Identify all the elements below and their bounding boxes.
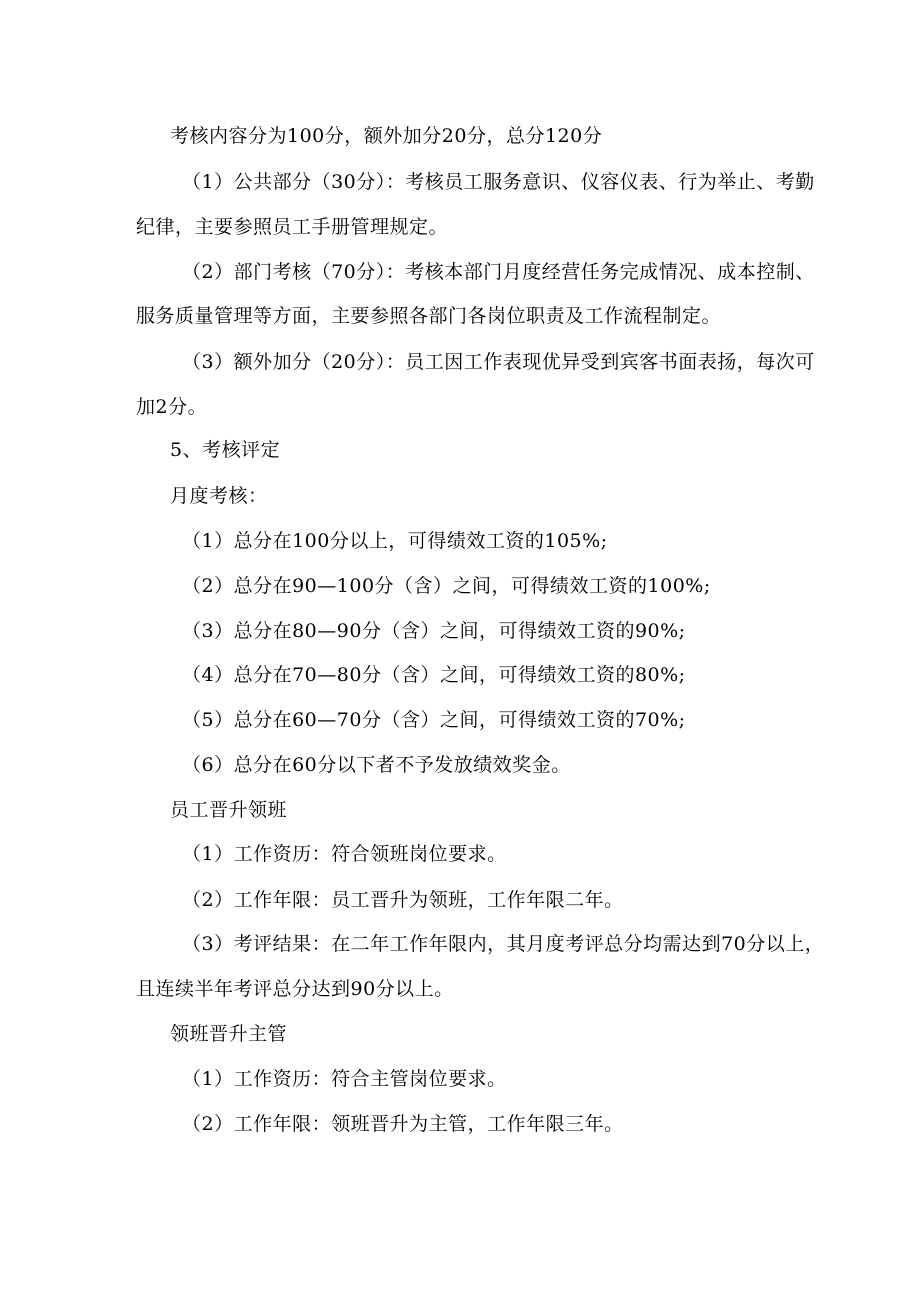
list-item-leader-3-line1: （3）考评结果：在二年工作年限内，其月度考评总分均需达到70分以上，	[182, 933, 825, 955]
paragraph-department-line2: 服务质量管理等方面，主要参照各部门各岗位职责及工作流程制定。	[136, 305, 722, 327]
paragraph-extra-points-line1: （3）额外加分（20分）：员工因工作表现优异受到宾客书面表扬，每次可	[182, 351, 815, 373]
list-item-leader-2: （2）工作年限：员工晋升为领班，工作年限二年。	[182, 889, 624, 911]
list-item-monthly-2: （2）总分在90—100分（含）之间，可得绩效工资的100%;	[182, 575, 711, 597]
list-item-monthly-1: （1）总分在100分以上，可得绩效工资的105%;	[182, 530, 608, 552]
list-item-monthly-6: （6）总分在60分以下者不予发放绩效奖金。	[182, 754, 571, 776]
list-item-monthly-4: （4）总分在70—80分（含）之间，可得绩效工资的80%;	[182, 664, 686, 686]
list-item-leader-1: （1）工作资历：符合领班岗位要求。	[182, 843, 507, 865]
paragraph-department-line1: （2）部门考核（70分）：考核本部门月度经营任务完成情况、成本控制、	[182, 261, 815, 283]
paragraph-public-part-line1: （1）公共部分（30分）：考核员工服务意识、仪容仪表、行为举止、考勤	[182, 171, 815, 193]
paragraph-extra-points-line2: 加2分。	[136, 396, 208, 418]
subheading-leader-to-supervisor: 领班晋升主管	[170, 1023, 288, 1045]
list-item-monthly-5: （5）总分在60—70分（含）之间，可得绩效工资的70%;	[182, 709, 686, 731]
subheading-monthly: 月度考核：	[170, 485, 268, 507]
list-item-leader-3-line2: 且连续半年考评总分达到90分以上。	[136, 978, 454, 1000]
subheading-staff-to-leader: 员工晋升领班	[170, 799, 288, 821]
list-item-supervisor-1: （1）工作资历：符合主管岗位要求。	[182, 1068, 507, 1090]
paragraph-score-composition: 考核内容分为100分，额外加分20分，总分120分	[170, 125, 603, 147]
paragraph-public-part-line2: 纪律，主要参照员工手册管理规定。	[136, 216, 449, 238]
list-item-supervisor-2: （2）工作年限：领班晋升为主管，工作年限三年。	[182, 1113, 624, 1135]
list-item-monthly-3: （3）总分在80—90分（含）之间，可得绩效工资的90%;	[182, 620, 686, 642]
section-heading-evaluation: 5、考核评定	[170, 439, 281, 461]
